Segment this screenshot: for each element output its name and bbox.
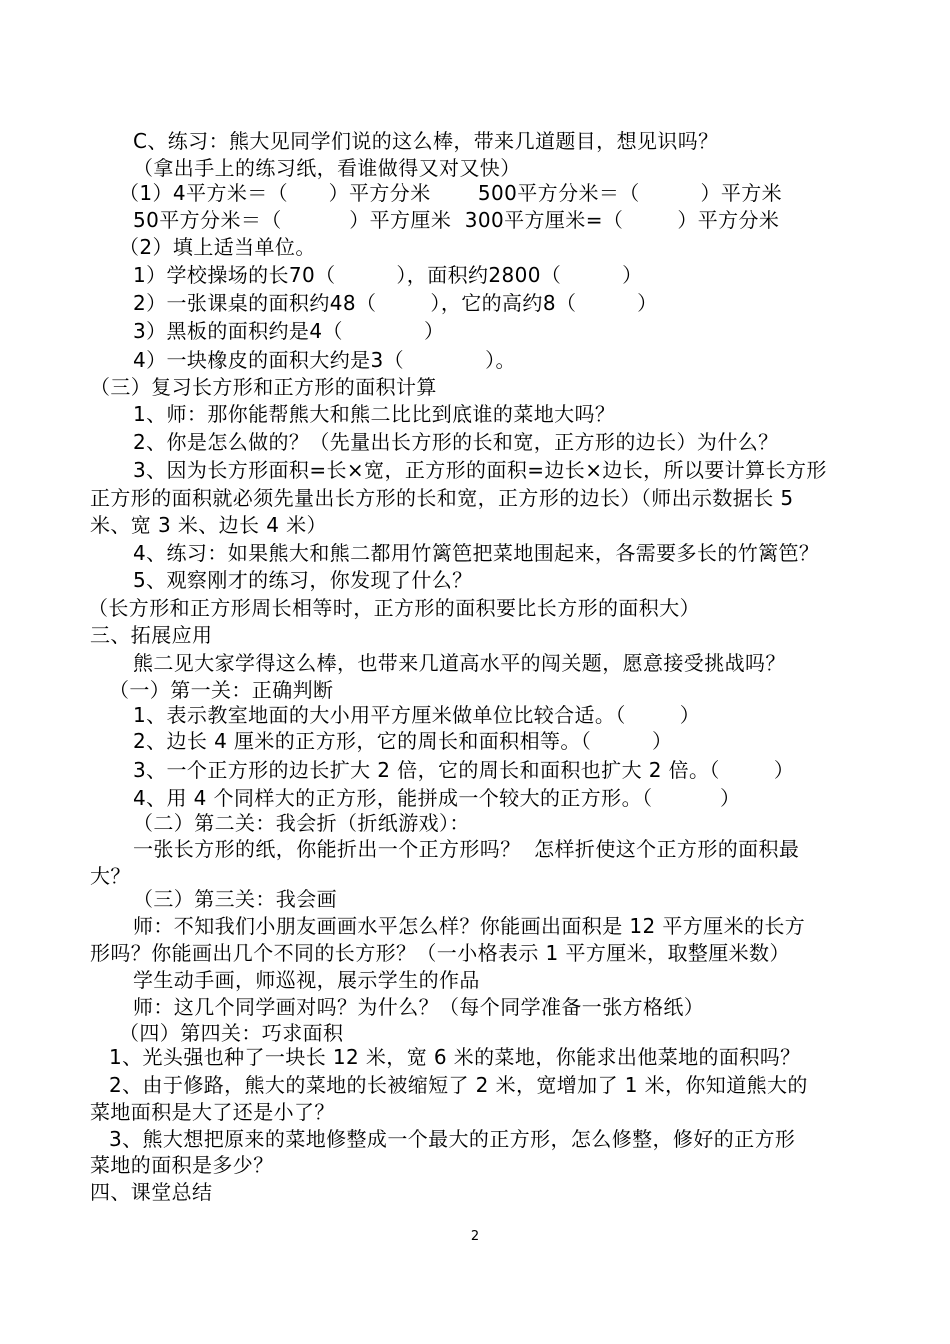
- text-line: 4、练习：如果熊大和熊二都用竹篱笆把菜地围起来，各需要多长的竹篱笆？: [133, 541, 820, 565]
- section-heading: （四）第四关：巧求面积: [119, 1021, 344, 1045]
- text-line: 3）黑板的面积约是4（ ）: [133, 319, 445, 343]
- text-line: 2）一张课桌的面积约48（ ），它的高约8（ ）: [133, 291, 658, 315]
- text-line: （拿出手上的练习纸，看谁做得又对又快）: [133, 156, 521, 180]
- text-line: 师：这几个同学画对吗？为什么？（每个同学准备一张方格纸）: [133, 995, 705, 1019]
- section-heading: （二）第二关：我会折（折纸游戏）：: [133, 811, 470, 835]
- text-line: 师：不知我们小朋友画画水平怎么样？你能画出面积是 12 平方厘米的长方: [133, 914, 806, 938]
- page-number: 2: [470, 1229, 480, 1244]
- section-heading: 三、拓展应用: [90, 623, 213, 647]
- text-line: （长方形和正方形周长相等时，正方形的面积要比长方形的面积大）: [88, 596, 700, 620]
- text-line: 2、由于修路，熊大的菜地的长被缩短了 2 米，宽增加了 1 米，你知道熊大的: [109, 1073, 808, 1097]
- text-line: 形吗？你能画出几个不同的长方形？（一小格表示 1 平方厘米，取整厘米数）: [90, 941, 790, 965]
- text-line: （2）填上适当单位。: [119, 235, 316, 259]
- section-heading: （一）第一关：正确判断: [109, 678, 334, 702]
- text-line: 菜地的面积是多少？: [90, 1153, 274, 1177]
- text-line: C、练习：熊大见同学们说的这么棒，带来几道题目，想见识吗？: [133, 129, 719, 153]
- text-line: 3、因为长方形面积=长×宽，正方形的面积=边长×边长，所以要计算长方形: [133, 458, 827, 482]
- text-line: 2、你是怎么做的？（先量出长方形的长和宽，正方形的边长）为什么？: [133, 430, 779, 454]
- text-line: 1、师：那你能帮熊大和熊二比比到底谁的菜地大吗？: [133, 402, 616, 426]
- section-heading: （三）复习长方形和正方形的面积计算: [90, 375, 437, 399]
- text-line: （1）4平方米＝（ ）平方分米 500平方分米＝（ ）平方米: [119, 181, 783, 205]
- text-line: 熊二见大家学得这么棒，也带来几道高水平的闯关题，愿意接受挑战吗？: [133, 651, 786, 675]
- text-line: 50平方分米＝（ ）平方厘米 300平方厘米=（ ）平方分米: [133, 208, 780, 232]
- text-line: 正方形的面积就必须先量出长方形的长和宽，正方形的边长）（师出示数据长 5: [90, 486, 794, 510]
- text-line: 4、用 4 个同样大的正方形，能拼成一个较大的正方形。（ ）: [133, 786, 741, 810]
- text-line: 学生动手画，师巡视，展示学生的作品: [133, 968, 480, 992]
- text-line: 1、表示教室地面的大小用平方厘米做单位比较合适。（ ）: [133, 703, 701, 727]
- text-line: 3、一个正方形的边长扩大 2 倍，它的周长和面积也扩大 2 倍。（ ）: [133, 758, 795, 782]
- text-line: 4）一块橡皮的面积大约是3（ ）。: [133, 348, 516, 372]
- text-line: 1、光头强也种了一块长 12 米，宽 6 米的菜地，你能求出他菜地的面积吗？: [109, 1045, 801, 1069]
- section-heading: （三）第三关：我会画: [133, 887, 337, 911]
- text-line: 大？: [90, 864, 131, 888]
- section-heading: 四、课堂总结: [90, 1180, 213, 1204]
- text-line: 米、宽 3 米、边长 4 米）: [90, 513, 327, 537]
- text-line: 3、熊大想把原来的菜地修整成一个最大的正方形，怎么修整，修好的正方形: [109, 1127, 796, 1151]
- text-line: 一张长方形的纸，你能折出一个正方形吗？ 怎样折使这个正方形的面积最: [133, 837, 800, 861]
- text-line: 菜地面积是大了还是小了？: [90, 1100, 335, 1124]
- text-line: 5、观察刚才的练习，你发现了什么？: [133, 568, 473, 592]
- text-line: 1）学校操场的长70（ ），面积约2800（ ）: [133, 263, 643, 287]
- text-line: 2、边长 4 厘米的正方形，它的周长和面积相等。（ ）: [133, 729, 673, 753]
